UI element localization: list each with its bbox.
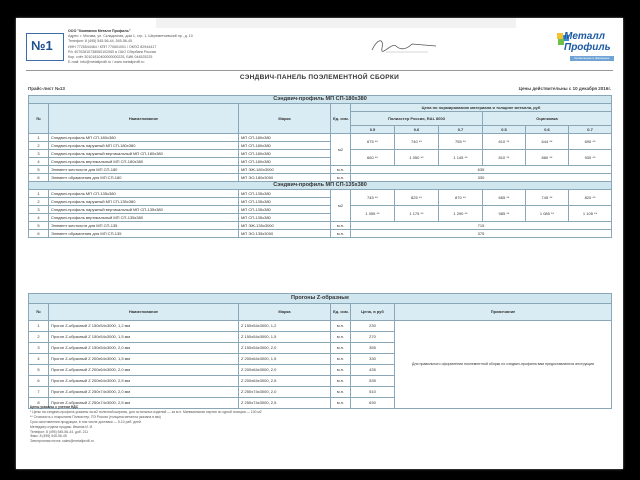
note-cell: Для правильного оформления поэлементной сборки по сэндвич-профилю вам предоставляются инструкции <box>395 321 612 409</box>
table-row: 4 Сэндвич-профиль вертикальный МП СП-135х380 МП СП-135х380 <box>29 214 612 222</box>
company-line: Телефон: 8 (495) 545-56-44, 545-56-45 <box>68 39 133 44</box>
table-row: 7 Прогон Z-образный Z 250х74х3000, 2,0 мм Z 250х74х3000, 2,0 м.п. 510 <box>29 387 612 398</box>
table-row: 6 Элемент обрамления для МП СП-135 МП ЭО-135х3000 м.п. 375 <box>29 230 612 238</box>
logo-word-2: Профиль <box>564 42 611 53</box>
document-title: СЭНДВИЧ-ПАНЕЛЬ ПОЭЛЕМЕНТНОЙ СБОРКИ <box>239 74 400 81</box>
company-line: E-mail: info@metallprofil.ru / www.metallprofil.ru <box>68 60 145 65</box>
price-list-page <box>16 18 623 469</box>
table-row: 1 Сэндвич-профиль МП СП-135х380 МП СП-135х380 м2 745 ** 825 ** 870 ** 665 ** 745 ** 820 ** <box>29 190 612 198</box>
table-header: № Наименование Марка Ед. изм. Цена, в руб Примечание <box>29 304 612 321</box>
table-row: 4 Прогон Z-образный Z 200х64х3000, 1,5 мм Z 200х64х3000, 1,5 м.п. 330 <box>29 354 612 365</box>
company-line: Адрес: г. Москва, ул. Складочная, дом 1, стр. 1, Шереметьевский пр., д. 10 <box>68 34 193 39</box>
table-row: 1 Сэндвич-профиль МП СП-180х380 МП СП-180х380 м2 675 ** 740 ** 755 ** 610 ** 644 ** 690 ** <box>29 134 612 142</box>
table-row: 2 Сэндвич-профиль наружный МП СП-135х380 МП СП-135х380 <box>29 198 612 206</box>
company-details <box>68 29 283 65</box>
section-header: Сэндвич-профиль МП СП-180х380 <box>29 96 612 104</box>
table-row: 5 Элемент жесткости для МП СП-180 МП ЭЖ-180х3000 м.п. 635 <box>29 166 612 174</box>
price-list-number: Прайс-лист №13 <box>28 86 65 91</box>
sandwich-price-table <box>28 95 612 238</box>
table-row: 5 Прогон Z-образный Z 200х64х3000, 2,0 мм Z 200х64х3000, 2,0 м.п. 435 <box>29 365 612 376</box>
table-row: 3 Сэндвич-профиль наружный вертикальный МП СП-180х380 МП СП-180х380 660 ** 1 050 ** 1 145 ** 810 ** 880 ** 930 ** <box>29 150 612 158</box>
company-line: ООО "Компания Металл Профиль" <box>68 29 131 33</box>
metall-profil-logo <box>556 30 618 64</box>
table-row: 2 Сэндвич-профиль наружный МП СП-180х380 МП СП-180х380 <box>29 142 612 150</box>
section-header: Прогоны Z-образные <box>29 294 612 304</box>
header-divider <box>26 70 613 71</box>
footnote-line: Менеджер отдела продаж: Иванов И. И. <box>30 424 94 429</box>
footnotes <box>30 405 470 444</box>
table-row: 6 Прогон Z-образный Z 200х64х3000, 2,5 мм Z 200х64х3000, 2,5 м.п. 535 <box>29 376 612 387</box>
table-row: 3 Сэндвич-профиль наружный вертикальный МП СП-135х380 МП СП-135х380 1 055 ** 1 175 ** 1 290 ** 985 ** 1 085 ** 1 105 ** <box>29 206 612 214</box>
table-row: 8 Прогон Z-образный Z 250х74х3000, 2,5 мм Z 250х74х3000, 2,5 м.п. 630 <box>29 398 612 409</box>
company-line: ИНН 7725544464 / КПП 770601001 / ОКПО 82944417 <box>68 44 157 49</box>
valid-from: Цены действительны с 10 декабря 2016г. <box>518 86 611 91</box>
table-row: 5 Элемент жесткости для МП СП-135 МП ЭЖ-135х3000 м.п. 715 <box>29 222 612 230</box>
company-line: Р/с 40702810738060102060 в ОАО Сбербанк России <box>68 49 156 54</box>
footnote-line: Электронная почта: sales@metallprofil.ru <box>30 439 94 444</box>
table-row: 1 Прогон Z-образный Z 150х54х3000, 1,2 мм Z 150х54х3000, 1,2 м.п. 230 Для правильного оформления поэлементной сборки по сэндвич-профилю вам предоставляются инструкции <box>29 321 612 332</box>
footnote-title: Цены указаны с учетом НДС <box>30 405 79 409</box>
table-row: 3 Прогон Z-образный Z 150х54х3000, 2,0 мм Z 150х54х3000, 2,0 м.п. 355 <box>29 343 612 354</box>
footnote-line: Срок изготовления продукции, в том числе доставки — 5-10 раб. дней <box>30 419 141 424</box>
footnote-line: Телефон: 8 (495) 545-56-44, доб. 211 <box>30 429 89 434</box>
company-line: Кор. счёт 30101810400000000225, БИК 044525225 <box>68 55 153 60</box>
footnote-line: ** Стоимость с покрытием Полиэстер, ПЭ Россия (толщина металла указана в мм) <box>30 414 161 419</box>
table-row: 6 Элемент обрамления для МП СП-180 МП ЭО-180х3000 м.п. 330 <box>29 174 612 182</box>
footnote-line: * Цены на сэндвич-профиль указаны за м2 полезной ширины, для остальных изделий — за м.п. Минимальная партия по одной позиции — 100 м2 <box>30 409 262 414</box>
table-row: 4 Сэндвич-профиль вертикальный МП СП-180х380 МП СП-180х380 <box>29 158 612 166</box>
table-header: Полиэстер Россия, RAL 8003 Оцинковка <box>29 112 612 126</box>
logo-left-text: №1 <box>31 38 53 53</box>
thickness-row: 0.5 0.6 0.7 0.5 0.6 0.7 <box>29 126 612 134</box>
footnote-line: Факс: 8 (495) 545-56-45 <box>30 434 67 439</box>
table-row: 2 Прогон Z-образный Z 150х54х3000, 1,5 мм Z 150х54х3000, 1,5 м.п. 270 <box>29 332 612 343</box>
section-header: Сэндвич-профиль МП СП-135х380 <box>29 182 612 190</box>
logo-tagline: Кровельные и фасадные системы <box>570 56 614 61</box>
top-strip <box>156 18 516 28</box>
purlin-price-table <box>28 293 612 409</box>
logo-word-1: Металл <box>564 31 605 42</box>
signature-icon <box>366 32 446 58</box>
table-header: № Наименование Марка Ед. изм. Цена по нормированию материала и толщине металла, руб <box>29 104 612 112</box>
company-logo-left <box>26 33 64 61</box>
